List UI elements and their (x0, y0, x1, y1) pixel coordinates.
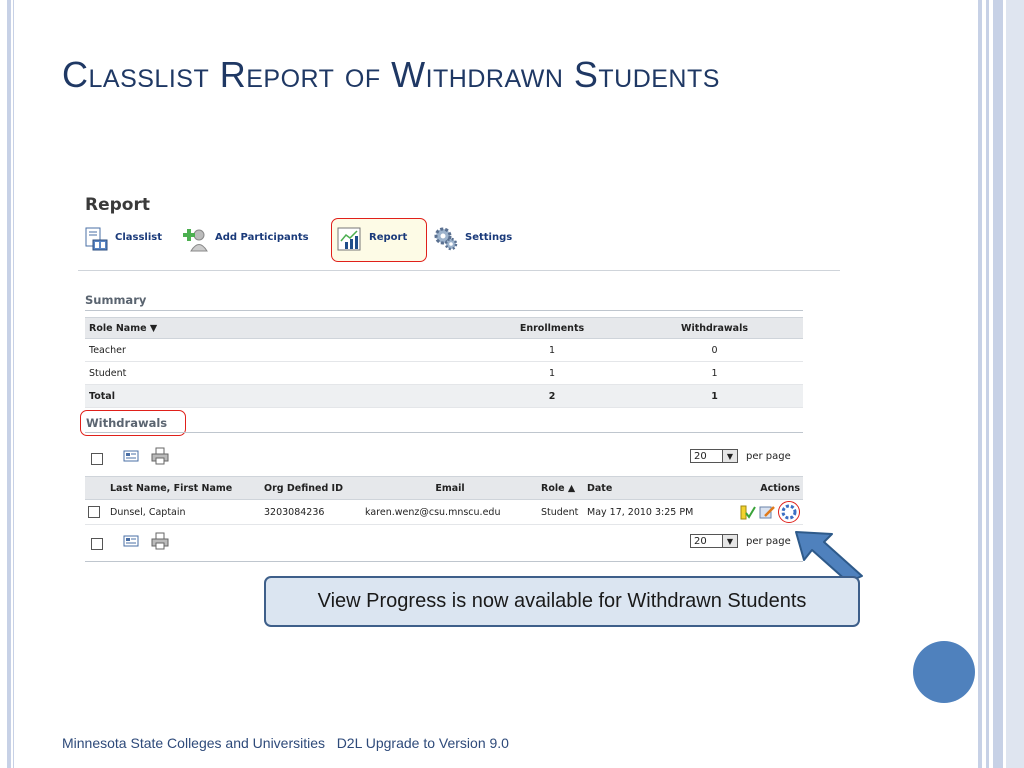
summary-cell: 0 (626, 339, 803, 362)
chevron-down-icon: ▼ (722, 535, 737, 547)
toolbar-add-participants[interactable] (183, 226, 309, 252)
cell-actions (722, 500, 803, 525)
toolbar-settings-label: Settings (465, 232, 513, 243)
header-email[interactable]: Email (362, 477, 538, 500)
grades-icon[interactable] (740, 504, 756, 520)
print-icon[interactable] (151, 532, 169, 550)
slide-frame-left (7, 0, 11, 768)
withdrawals-bottom-bar (85, 531, 803, 557)
summary-total-cell: 2 (478, 385, 626, 408)
per-page-select[interactable] (690, 449, 738, 463)
toolbar-divider (78, 270, 840, 271)
withdrawals-title: Withdrawals (86, 416, 168, 430)
summary-cell: 1 (626, 362, 803, 385)
summary-divider (85, 310, 803, 311)
header-org-id[interactable]: Org Defined ID (261, 477, 362, 500)
slide-frame-left-thin (13, 0, 14, 768)
edit-icon[interactable] (759, 504, 775, 520)
table-row (85, 500, 803, 525)
summary-title: Summary (85, 293, 147, 307)
print-icon[interactable] (151, 447, 169, 465)
withdrawals-header-row (85, 477, 803, 500)
per-page-label: per page (746, 450, 791, 462)
gear-icon (433, 226, 459, 252)
withdrawals-top-bar (85, 446, 803, 472)
cell-org-id: 3203084236 (261, 500, 362, 525)
summary-cell: 1 (478, 339, 626, 362)
summary-header-role[interactable]: Role Name ▼ (85, 318, 478, 339)
select-all-checkbox[interactable] (91, 453, 103, 465)
view-progress-highlight (778, 501, 800, 523)
add-participants-icon (183, 226, 209, 252)
cell-role: Student (538, 500, 584, 525)
cell-email: karen.wenz@csu.mnscu.edu (362, 500, 538, 525)
report-chart-icon (337, 226, 363, 252)
slide-footer: Minnesota State Colleges and Universities D2L Upgrade to Version 9.0 (62, 735, 509, 751)
summary-total-cell: Total (85, 385, 478, 408)
per-page-value: 20 (694, 535, 707, 547)
per-page-label: per page (746, 535, 791, 547)
summary-header-enrollments: Enrollments (478, 318, 626, 339)
cell-name: Dunsel, Captain (107, 500, 261, 525)
toolbar-report[interactable] (337, 226, 407, 252)
report-heading: Report (85, 195, 150, 215)
withdrawals-table (85, 476, 803, 525)
withdrawals-divider (85, 432, 803, 433)
toolbar-settings[interactable] (433, 226, 512, 252)
per-page-value: 20 (694, 450, 707, 462)
summary-row (85, 339, 803, 362)
email-icon[interactable] (123, 533, 139, 549)
summary-header-withdrawals: Withdrawals (626, 318, 803, 339)
header-name[interactable]: Last Name, First Name (107, 477, 261, 500)
per-page-select[interactable] (690, 534, 738, 548)
header-role[interactable]: Role ▲ (538, 477, 584, 500)
summary-total-cell: 1 (626, 385, 803, 408)
summary-cell: Student (85, 362, 478, 385)
classlist-icon (83, 226, 109, 252)
summary-cell: 1 (478, 362, 626, 385)
per-page-control-bottom (690, 534, 791, 548)
toolbar-report-label: Report (369, 232, 408, 243)
summary-header-row (85, 318, 803, 339)
row-checkbox[interactable] (88, 506, 100, 518)
toolbar-classlist[interactable] (83, 226, 162, 252)
slide-frame-right (978, 0, 1024, 768)
per-page-control-top (690, 449, 791, 463)
header-actions: Actions (722, 477, 803, 500)
view-progress-icon[interactable] (781, 504, 797, 520)
header-date[interactable]: Date (584, 477, 722, 500)
slide-title: Classlist Report of Withdrawn Students (62, 54, 720, 95)
summary-total-row (85, 385, 803, 408)
email-icon[interactable] (123, 448, 139, 464)
withdrawals-bottom-divider (85, 561, 803, 562)
summary-cell: Teacher (85, 339, 478, 362)
toolbar-add-participants-label: Add Participants (215, 232, 309, 243)
cell-date: May 17, 2010 3:25 PM (584, 500, 722, 525)
callout-box: View Progress is now available for Withdrawn Students (264, 576, 860, 627)
toolbar-classlist-label: Classlist (115, 232, 163, 243)
report-screenshot (78, 190, 840, 565)
decorative-circle (913, 641, 975, 703)
summary-table (85, 317, 803, 408)
select-all-checkbox-bottom[interactable] (91, 538, 103, 550)
summary-row (85, 362, 803, 385)
chevron-down-icon: ▼ (722, 450, 737, 462)
report-toolbar (83, 226, 833, 262)
